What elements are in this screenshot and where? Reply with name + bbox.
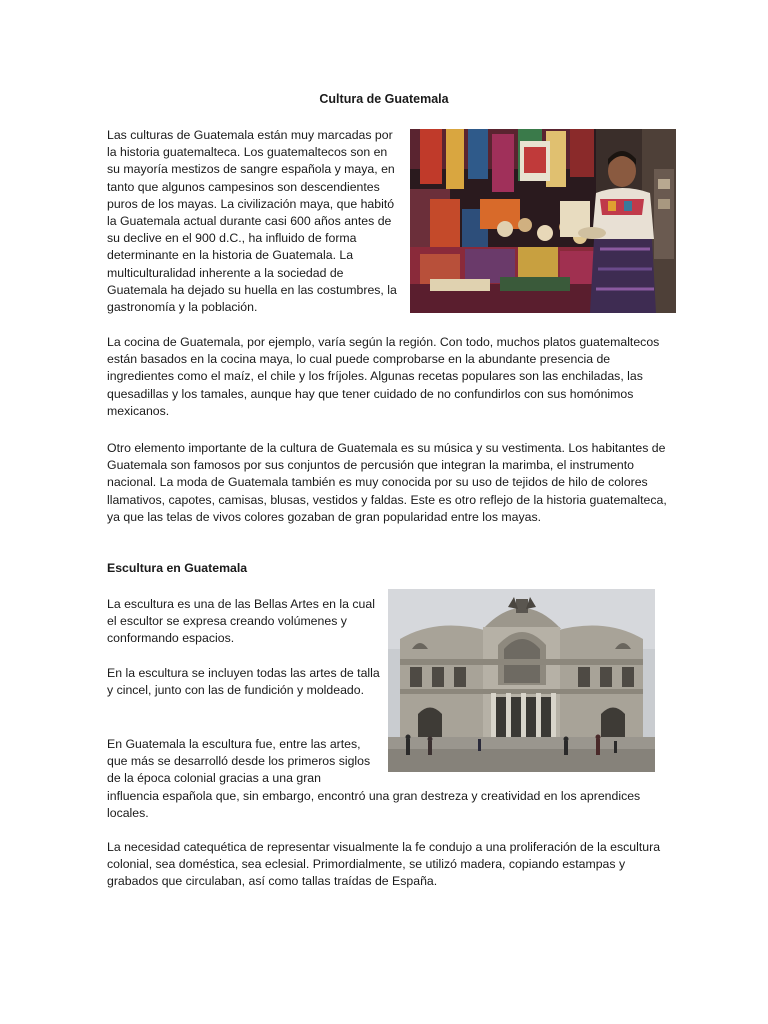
page-title: Cultura de Guatemala — [319, 92, 449, 106]
music-clothing-paragraph: Otro elemento importante de la cultura de Guatemala es su música y su vestimenta. Los habitantes de Guatemala son famosos por sus conjuntos de percusión que integran la marimba, el instrumento nacional. La moda de Guatemala también es muy conocida por su uso de tejidos de hilo de colores llamativos, capotes, camisas, blusas, vestidos y faldas. Este es otro reflejo de la historia guatemalteca, ya que las telas de vivos colores gozaban de gran popularidad entre los mayas. — [107, 441, 667, 524]
catechesis-paragraph: La necesidad catequética de representar visualmente la fe condujo a una proliferación de la escultura colonial, sea doméstica, sea eclesial. Primordialmente, se utilizó madera, copiando estampas y grabados que circulaban, así como tallas traídas de España. — [107, 840, 661, 889]
sculpture-history-continued-text: influencia española que, sin embargo, encontró una gran destreza y creatividad en los aprendices locales. — [107, 788, 641, 820]
sculpture-arts-paragraph: En la escultura se incluyen todas las artes de talla y cincel, junto con las de fundición y moldeado. — [107, 666, 380, 698]
section-heading-sculpture: Escultura en Guatemala — [107, 561, 248, 575]
sculpture-history-wrapped-text: En Guatemala la escultura fue, entre las artes, que más se desarrolló desde los primeros siglos de la época colonial gracias a una gran — [107, 737, 371, 786]
sculpture-history-paragraph — [107, 736, 667, 822]
sculpture-definition-paragraph: La escultura es una de las Bellas Artes en la cual el escultor se expresa creando volúmenes y conformando espacios. — [107, 597, 375, 646]
market-textiles-photo — [410, 129, 676, 313]
intro-paragraph: Las culturas de Guatemala están muy marcadas por la historia guatemalteca. Los guatemaltecos son en su mayoría mestizos de sangre española y maya, en tanto que algunos campesinos son descendientes puros de los mayas. La civilización maya, que habitó la Guatemala actual durante casi 600 años antes de su declive en el 900 d.C., ha influido de forma determinante en la historia de Guatemala. La multiculturalidad inherente a la sociedad de Guatemala ha dejado su huella en las costumbres, la gastronomía y la población. — [107, 128, 397, 315]
cuisine-paragraph: La cocina de Guatemala, por ejemplo, varía según la región. Con todo, muchos platos guatemaltecos están basados en la cocina maya, lo cual puede comprobarse en la abundante presencia de ingredientes como el maíz, el chile y los fríjoles. Algunas recetas populares son las enchiladas, las quesadillas y los tamales, aunque hay que tener cuidado de no confundirlos con sus homónimos mexicanos. — [107, 335, 660, 418]
